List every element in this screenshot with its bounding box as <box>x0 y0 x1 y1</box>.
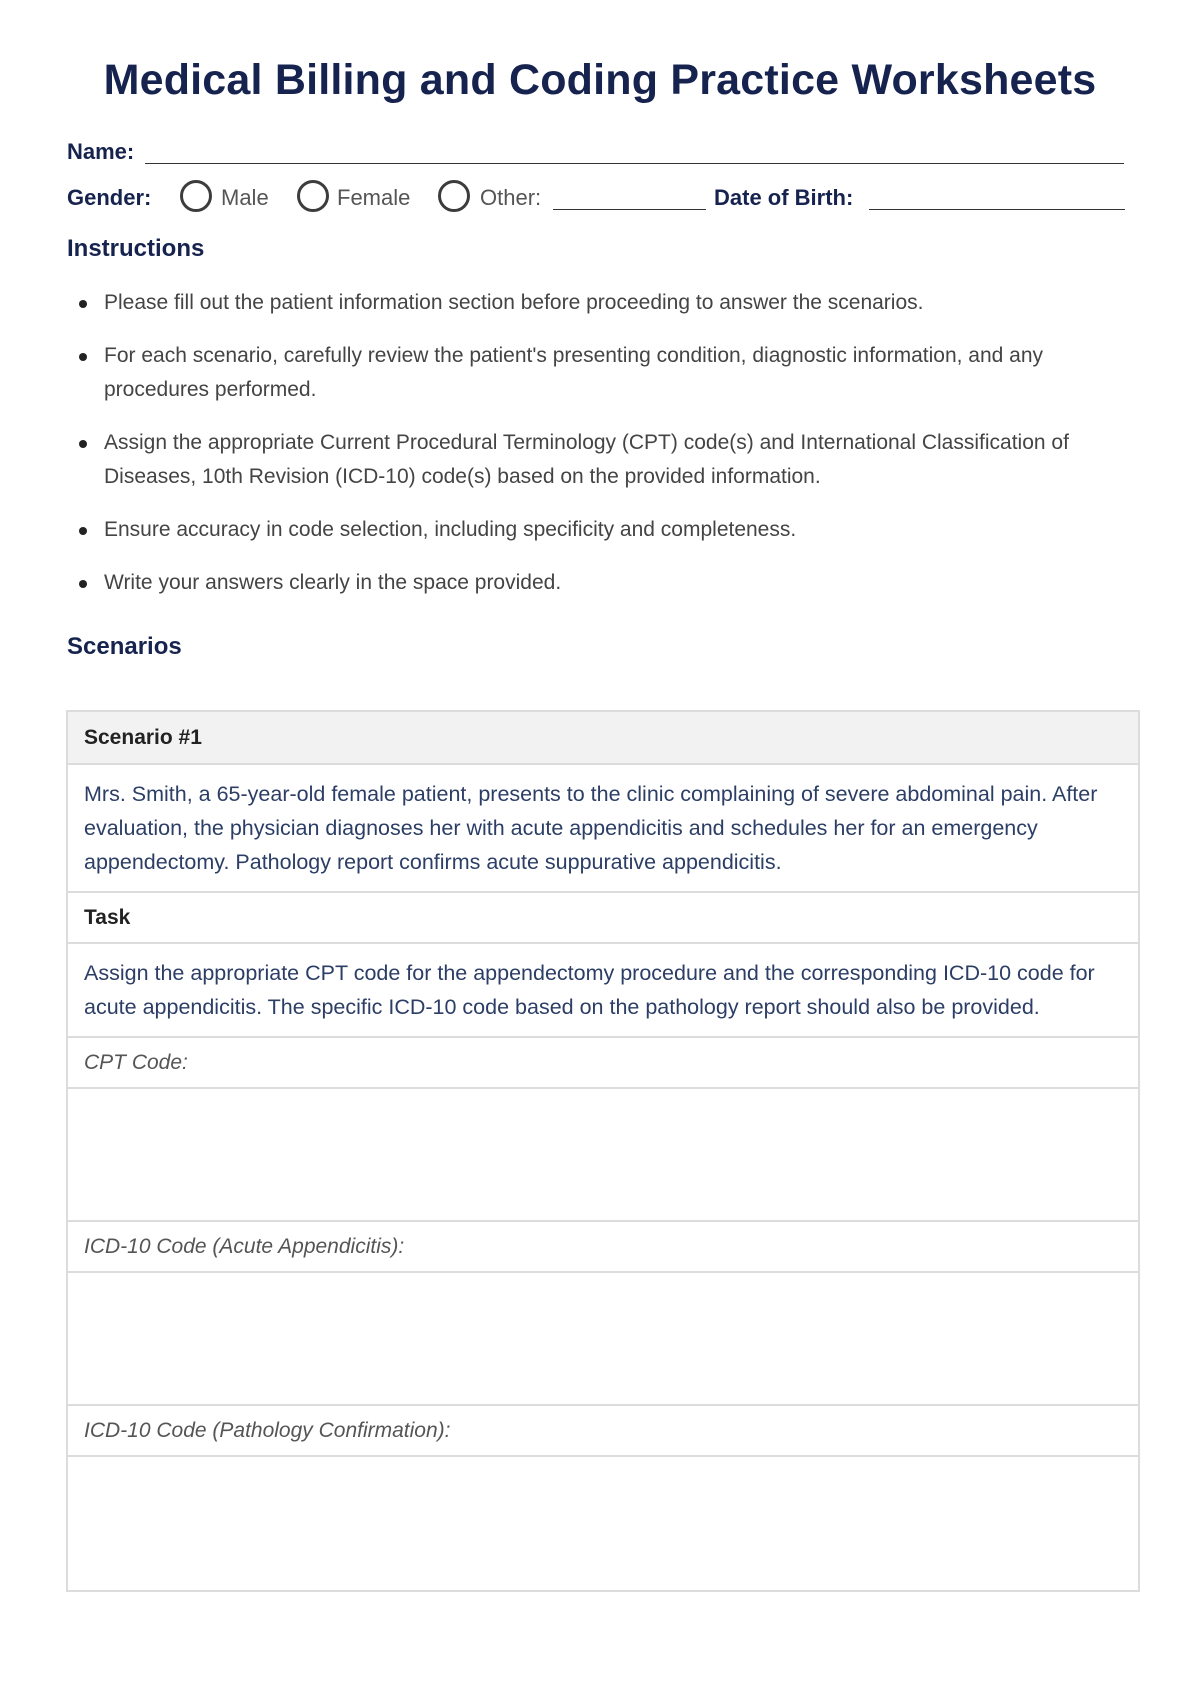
dob-label: Date of Birth: <box>714 185 854 210</box>
gender-label: Gender: <box>67 185 152 210</box>
other-radio-label: Other: <box>480 185 542 210</box>
other-input-line[interactable] <box>553 209 706 210</box>
male-radio-label: Male <box>221 185 269 210</box>
cpt-code-label: CPT Code: <box>68 1038 1138 1089</box>
list-item: Write your answers clearly in the space provided. <box>67 566 1127 600</box>
female-radio-label: Female <box>337 185 411 210</box>
name-row <box>67 139 134 165</box>
scenarios-heading: Scenarios <box>67 633 182 660</box>
list-item: For each scenario, carefully review the patient's presenting condition, diagnostic information, and any procedures performed. <box>67 339 1127 407</box>
list-item: Ensure accuracy in code selection, including specificity and completeness. <box>67 513 1127 547</box>
instructions-list <box>67 286 1127 619</box>
gender-row <box>67 185 151 211</box>
icd-pathology-answer-area[interactable] <box>68 1457 1138 1590</box>
scenario-1-table <box>66 710 1140 1592</box>
icd-acute-label: ICD-10 Code (Acute Appendicitis): <box>68 1222 1138 1273</box>
task-text: Assign the appropriate CPT code for the appendectomy procedure and the corresponding ICD-10 code for acute appendicitis. The specific ICD-10 code based on the pathology report should also be provided. <box>68 944 1138 1038</box>
male-radio[interactable] <box>180 180 212 212</box>
instructions-heading: Instructions <box>67 235 205 262</box>
icd-acute-answer-area[interactable] <box>68 1273 1138 1406</box>
list-item: Please fill out the patient information section before proceeding to answer the scenarios. <box>67 286 1127 320</box>
task-label: Task <box>68 893 1138 944</box>
icd-pathology-label: ICD-10 Code (Pathology Confirmation): <box>68 1406 1138 1457</box>
page-title: Medical Billing and Coding Practice Worksheets <box>103 56 1097 104</box>
dob-row <box>714 185 853 211</box>
list-item: Assign the appropriate Current Procedural Terminology (CPT) code(s) and International Classification of Diseases, 10th Revision (ICD-10) code(s) based on the provided information. <box>67 426 1127 494</box>
scenario-title: Scenario #1 <box>68 712 1138 765</box>
name-input-line[interactable] <box>145 163 1124 164</box>
other-radio[interactable] <box>438 180 470 212</box>
female-radio[interactable] <box>297 180 329 212</box>
name-label: Name: <box>67 139 135 164</box>
cpt-code-answer-area[interactable] <box>68 1089 1138 1222</box>
dob-input-line[interactable] <box>869 209 1125 210</box>
scenario-description: Mrs. Smith, a 65-year-old female patient, presents to the clinic complaining of severe abdominal pain. After evaluation, the physician diagnoses her with acute appendicitis and schedules her for an emergency appendectomy. Pathology report confirms acute suppurative appendicitis. <box>68 765 1138 893</box>
